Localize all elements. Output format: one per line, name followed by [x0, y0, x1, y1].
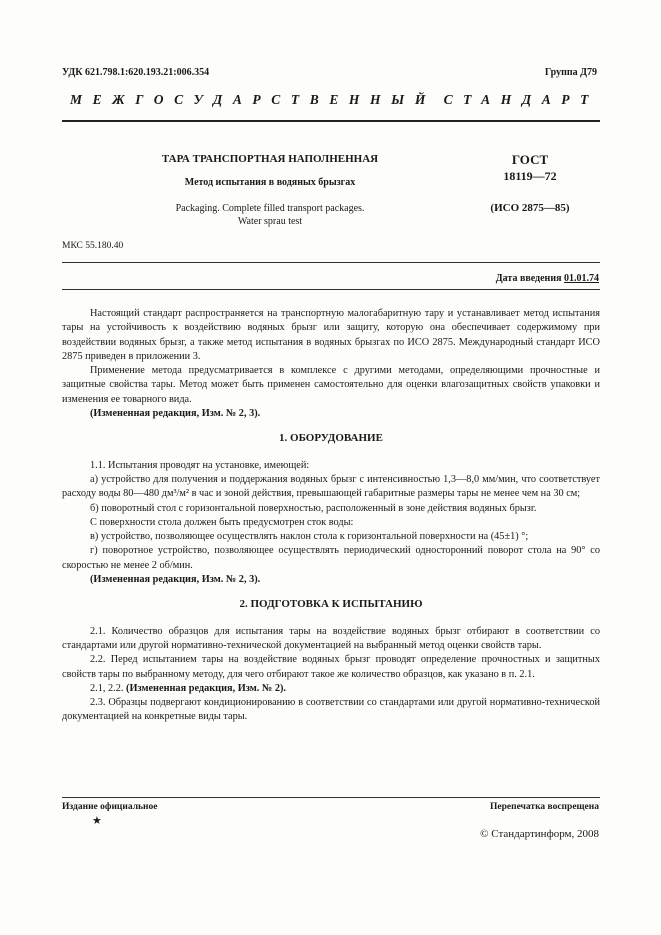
- amendment-note: (Измененная редакция, Изм. № 2, 3).: [90, 574, 261, 586]
- paragraph: 2.2. Перед испытанием тары на воздействие водяных брызг проводят определение прочностных и защитных свойств тары по выбранному методу, для чего отбирают такое же количество образцов, как указано в п. 2.1.: [62, 654, 600, 680]
- paragraph: 2.3. Образцы подвергают кондиционированию в соответствии со стандартами или другой нормативно-технической документацией на конкретные виды тары.: [62, 697, 600, 723]
- amendment-note: (Измененная редакция, Изм. № 2).: [126, 682, 286, 694]
- gost-label: ГОСТ: [511, 152, 549, 167]
- standard-heading: СТАНДАРТ: [443, 92, 599, 107]
- star-icon: ★: [92, 815, 102, 827]
- title-block: [120, 153, 420, 228]
- iso-reference: (ИСО 2875—85): [490, 202, 570, 214]
- copyright: © Стандартинформ, 2008: [480, 828, 599, 840]
- udk-code: УДК 621.798.1:620.193.21:006.354: [62, 67, 210, 78]
- official-edition-label: Издание официальное: [62, 802, 158, 812]
- english-title: [120, 202, 420, 228]
- amendment-note: (Измененная редакция, Изм. № 2, 3).: [90, 408, 261, 420]
- intro-paragraph: Применение метода предусматривается в комплексе с другими методами, определяющими прочностные и защитные свойства тары. Метод может быть применен самостоятельно для оценки влагозащитных свойств упаковки и изменения ее товарного вида.: [62, 365, 600, 405]
- introduction-date: [496, 273, 599, 284]
- gost-block: [470, 152, 590, 214]
- group-code: Группа Д79: [544, 67, 597, 78]
- date-label: Дата введения: [495, 273, 562, 284]
- divider-line: [62, 289, 600, 290]
- paragraph: 1.1. Испытания проводят на установке, имеющей:: [90, 459, 310, 471]
- document-title: ТАРА ТРАНСПОРТНАЯ НАПОЛНЕННАЯ: [161, 153, 379, 165]
- document-subtitle: Метод испытания в водяных брызгах: [184, 177, 356, 188]
- paragraph: в) устройство, позволяющее осуществлять наклон стола к горизонтальной поверхности на (45±1) °;: [90, 531, 529, 543]
- paragraph: а) устройство для получения и поддержания водяных брызг с интенсивностью 1,3—8,0 мм/мин, что соответствует расходу воды 80—480 дм³/м² в час и зоной действия, превышающей габаритные размеры тары не менее чем на 30 см;: [62, 473, 600, 500]
- divider-line: [62, 262, 600, 263]
- header-divider: [62, 120, 600, 122]
- interstate-heading: МЕЖГОСУДАРСТВЕННЫЙ: [70, 92, 436, 107]
- english-title-line1: Packaging. Complete filled transport packages.: [175, 203, 365, 214]
- paragraph: 2.1. Количество образцов для испытания тары на воздействие водяных брызг отбирают в соответствии со стандартами или другой нормативно-технической документацией на выбранный метод оценки свойств тары.: [62, 625, 600, 651]
- paragraph: г) поворотное устройство, позволяющее осуществлять периодический односторонний поворот стола на 90° со скоростью не менее 2 об/мин.: [62, 545, 600, 571]
- section-heading: 1. ОБОРУДОВАНИЕ: [279, 432, 383, 445]
- paragraph: С поверхности стола должен быть предусмотрен сток воды:: [90, 516, 354, 528]
- paragraph: [62, 682, 600, 696]
- footer-divider: [62, 797, 600, 798]
- paragraph: б) поворотный стол с горизонтальной поверхностью, расположенный в зоне действия водяных брызг.: [90, 502, 537, 514]
- reprint-notice: Перепечатка воспрещена: [489, 802, 599, 812]
- section-heading: 2. ПОДГОТОВКА К ИСПЫТАНИЮ: [239, 598, 423, 611]
- document-body: [62, 307, 600, 725]
- intro-paragraph: Настоящий стандарт распространяется на транспортную малогабаритную тару и устанавливает метод испытания тары на устойчивость к воздействию водяных брызг или защиту, которую она обеспечивает содержимому при воздействии водяных брызг, а также метод испытания в водяных брызгах по ИСО 2875. Международный стандарт ИСО 2875 приведен в приложении 3.: [62, 308, 600, 362]
- mks-code: МКС 55.180.40: [62, 241, 124, 251]
- date-value: 01.01.74: [564, 273, 599, 284]
- gost-number: 18119—72: [503, 169, 557, 183]
- english-title-line2: Water sprau test: [237, 216, 303, 227]
- clause-reference: 2.1, 2.2.: [90, 682, 124, 694]
